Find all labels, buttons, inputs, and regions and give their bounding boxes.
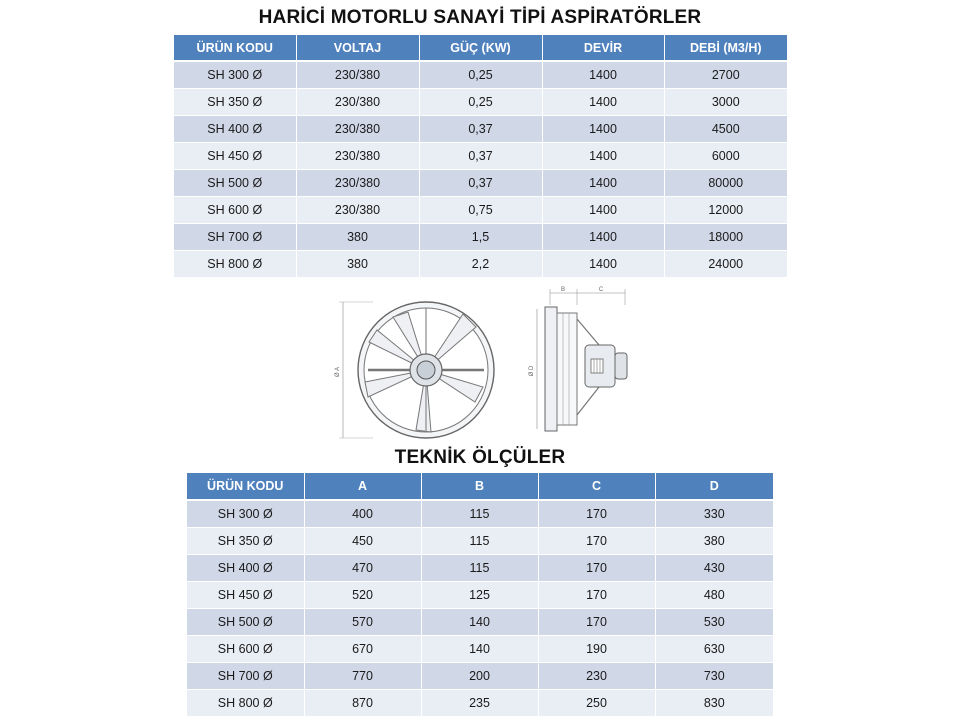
cell-guc: 0,37 [419,143,542,170]
header-urun-kodu: ÜRÜN KODU [174,35,296,61]
cell-voltaj: 230/380 [296,170,419,197]
cell-voltaj: 230/380 [296,116,419,143]
table-row [174,197,787,224]
cell-urun-kodu: SH 400 Ø [174,116,296,143]
cell-urun-kodu: SH 600 Ø [187,636,304,663]
cell-debi: 80000 [664,170,787,197]
cell-urun-kodu: SH 500 Ø [187,609,304,636]
cell-debi: 6000 [664,143,787,170]
cell-urun-kodu: SH 450 Ø [187,582,304,609]
table-row [174,61,787,89]
table-row [187,663,773,690]
cell-c: 190 [538,636,655,663]
table-row [174,170,787,197]
table-row [187,528,773,555]
cell-d: 730 [655,663,773,690]
cell-voltaj: 380 [296,251,419,278]
cell-devir: 1400 [542,197,664,224]
cell-a: 870 [304,690,421,717]
cell-c: 170 [538,500,655,528]
cell-guc: 2,2 [419,251,542,278]
cell-urun-kodu: SH 350 Ø [187,528,304,555]
cell-a: 400 [304,500,421,528]
header-b: B [421,473,538,500]
cell-d: 430 [655,555,773,582]
table-row [187,500,773,528]
cell-b: 140 [421,609,538,636]
table-row [187,690,773,717]
cell-d: 380 [655,528,773,555]
cell-voltaj: 230/380 [296,143,419,170]
cell-devir: 1400 [542,251,664,278]
header-guc: GÜÇ (KW) [419,35,542,61]
cell-voltaj: 230/380 [296,61,419,89]
cell-voltaj: 380 [296,224,419,251]
cell-d: 630 [655,636,773,663]
cell-c: 170 [538,609,655,636]
cell-b: 115 [421,555,538,582]
cell-urun-kodu: SH 700 Ø [187,663,304,690]
cell-devir: 1400 [542,224,664,251]
cell-urun-kodu: SH 350 Ø [174,89,296,116]
cell-c: 170 [538,528,655,555]
table-row [187,636,773,663]
table-row [187,582,773,609]
table-header-row [174,35,787,61]
cell-d: 830 [655,690,773,717]
dimension-label-d: Ø D [529,365,535,377]
table-header-row [187,473,773,500]
cell-debi: 24000 [664,251,787,278]
cell-urun-kodu: SH 500 Ø [174,170,296,197]
dimension-label-c: C [598,287,604,293]
cell-a: 670 [304,636,421,663]
cell-b: 125 [421,582,538,609]
cell-devir: 1400 [542,89,664,116]
table-row [187,609,773,636]
header-d: D [655,473,773,500]
header-urun-kodu: ÜRÜN KODU [187,473,304,500]
cell-guc: 0,25 [419,61,542,89]
cell-voltaj: 230/380 [296,197,419,224]
cell-d: 530 [655,609,773,636]
fan-front-view-drawing [333,292,513,442]
cell-a: 770 [304,663,421,690]
cell-urun-kodu: SH 600 Ø [174,197,296,224]
cell-urun-kodu: SH 800 Ø [174,251,296,278]
cell-guc: 0,37 [419,116,542,143]
cell-d: 480 [655,582,773,609]
cell-b: 140 [421,636,538,663]
cell-debi: 3000 [664,89,787,116]
fan-side-view-drawing [525,283,640,443]
cell-debi: 12000 [664,197,787,224]
cell-c: 250 [538,690,655,717]
cell-a: 520 [304,582,421,609]
cell-b: 115 [421,528,538,555]
cell-b: 115 [421,500,538,528]
table-row [174,224,787,251]
cell-a: 470 [304,555,421,582]
header-a: A [304,473,421,500]
cell-guc: 0,75 [419,197,542,224]
cell-guc: 0,37 [419,170,542,197]
fan-housing [545,307,557,431]
table-row [174,116,787,143]
header-voltaj: VOLTAJ [296,35,419,61]
cell-urun-kodu: SH 800 Ø [187,690,304,717]
header-debi: DEBİ (M3/H) [664,35,787,61]
cell-urun-kodu: SH 300 Ø [187,500,304,528]
cell-c: 170 [538,582,655,609]
table-row [187,555,773,582]
cell-voltaj: 230/380 [296,89,419,116]
cell-a: 450 [304,528,421,555]
cell-guc: 0,25 [419,89,542,116]
table-row [174,89,787,116]
table-row [174,251,787,278]
cell-a: 570 [304,609,421,636]
cell-c: 230 [538,663,655,690]
cell-b: 235 [421,690,538,717]
cell-guc: 1,5 [419,224,542,251]
cell-devir: 1400 [542,116,664,143]
product-spec-table [174,35,787,277]
header-c: C [538,473,655,500]
cell-devir: 1400 [542,143,664,170]
dimension-label-a: Ø A [335,366,341,378]
dimension-label-b: B [560,287,566,293]
cell-b: 200 [421,663,538,690]
cell-debi: 4500 [664,116,787,143]
cell-debi: 2700 [664,61,787,89]
cell-urun-kodu: SH 450 Ø [174,143,296,170]
cell-devir: 1400 [542,61,664,89]
cell-c: 170 [538,555,655,582]
cell-urun-kodu: SH 300 Ø [174,61,296,89]
cell-devir: 1400 [542,170,664,197]
page-title: HARİCİ MOTORLU SANAYİ TİPİ ASPİRATÖRLER [258,7,702,28]
technical-dimensions-title: TEKNİK ÖLÇÜLER [394,447,566,468]
technical-dimensions-table [187,473,773,716]
cell-d: 330 [655,500,773,528]
table-row [174,143,787,170]
cell-urun-kodu: SH 700 Ø [174,224,296,251]
header-devir: DEVİR [542,35,664,61]
cell-urun-kodu: SH 400 Ø [187,555,304,582]
cell-debi: 18000 [664,224,787,251]
